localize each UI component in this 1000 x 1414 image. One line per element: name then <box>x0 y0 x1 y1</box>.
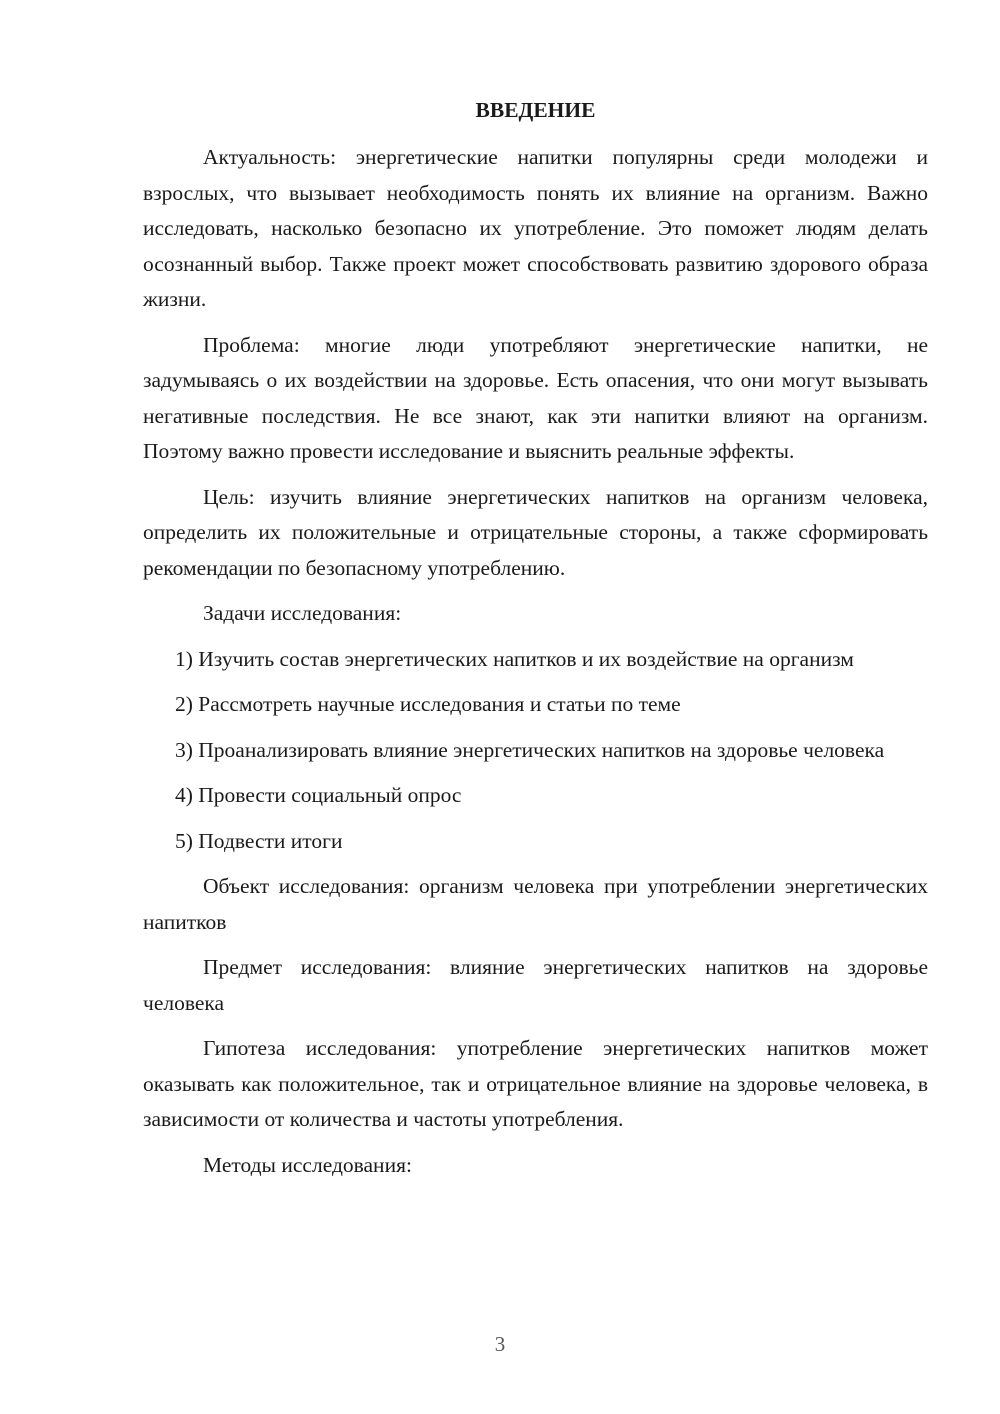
section-title: ВВЕДЕНИЕ <box>475 98 596 122</box>
document-page <box>143 92 928 1193</box>
task-item-3: 3) Проанализировать влияние энергетических напитков на здоровье человека <box>175 737 885 762</box>
methods-heading: Методы исследования: <box>203 1152 412 1177</box>
relevance-paragraph: Актуальность: энергетические напитки популярны среди молодежи и взрослых, что вызывает необходимость понять их влияние на организм. Важно исследовать, насколько безопасно их употребление. Это поможет людям делать осознанный выбор. Также проект может способствовать развитию здорового образа жизни. <box>143 145 928 311</box>
hypothesis-paragraph: Гипотеза исследования: употребление энергетических напитков может оказывать как положительное, так и отрицательное влияние на здоровье человека, в зависимости от количества и частоты употребления. <box>143 1036 928 1131</box>
problem-paragraph: Проблема: многие люди употребляют энергетические напитки, не задумываясь о их воздействии на здоровье. Есть опасения, что они могут вызывать негативные последствия. Не все знают, как эти напитки влияют на организм. Поэтому важно провести исследование и выяснить реальные эффекты. <box>143 332 928 463</box>
task-item-2: 2) Рассмотреть научные исследования и статьи по теме <box>175 692 681 716</box>
page-number: 3 <box>494 1332 506 1356</box>
object-paragraph: Объект исследования: организм человека при употреблении энергетических напитков <box>143 874 928 934</box>
subject-paragraph: Предмет исследования: влияние энергетических напитков на здоровье человека <box>143 955 928 1015</box>
task-item-5: 5) Подвести итоги <box>175 828 343 853</box>
goal-paragraph: Цель: изучить влияние энергетических напитков на организм человека, определить их положительные и отрицательные стороны, а также сформировать рекомендации по безопасному употреблению. <box>143 484 928 580</box>
tasks-heading: Задачи исследования: <box>203 601 402 625</box>
task-item-1: 1) Изучить состав энергетических напитков и их воздействие на организм <box>175 646 854 671</box>
task-item-4: 4) Провести социальный опрос <box>175 783 462 807</box>
